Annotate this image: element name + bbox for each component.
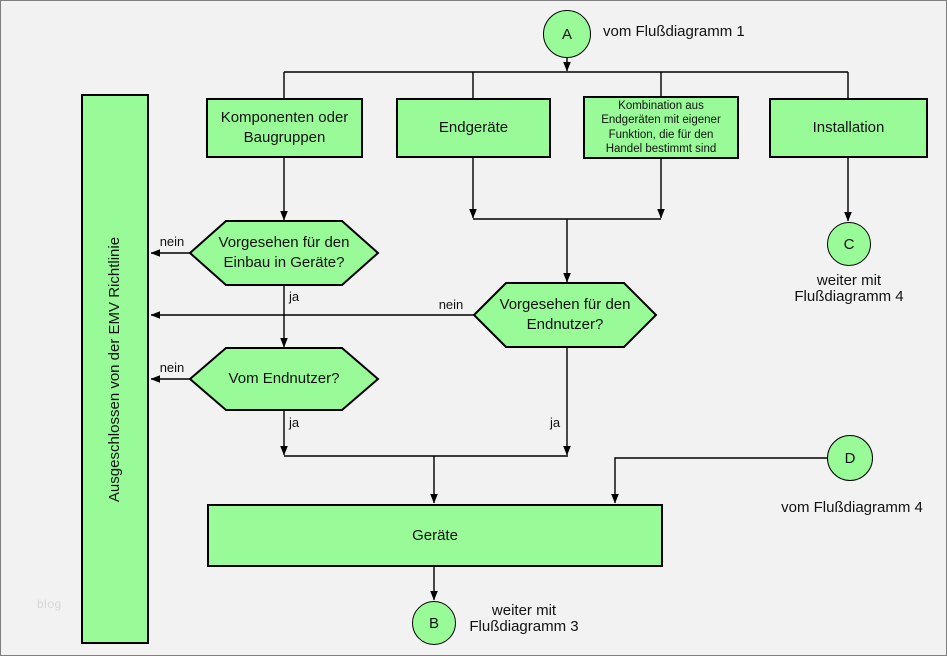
- edge-label-nein-einbau: nein: [159, 234, 185, 249]
- edge-d-to-geraete: [615, 458, 827, 503]
- edge-label-ja-vom-endnutzer: ja: [289, 415, 300, 430]
- excluded-bar: [81, 94, 149, 644]
- edge-label-ja-einbau: ja: [289, 289, 300, 304]
- edge-label-nein-vom-endnutzer: nein: [159, 360, 185, 375]
- node-endgeraete: [396, 98, 551, 158]
- node-komponenten: [206, 98, 363, 158]
- decision-endnutzer-label: Vorgesehen für den Endnutzer?: [499, 296, 631, 333]
- note-from-flussdiagramm-1: vom Flußdiagramm 1: [603, 23, 745, 40]
- connector-a-label: A: [561, 25, 572, 43]
- node-komponenten-label: Komponenten oder Baugruppen: [220, 109, 349, 146]
- decision-einbau-shape: [190, 221, 378, 285]
- excluded-bar-label: Ausgeschlossen von der EMV Richtlinie: [106, 236, 124, 502]
- watermark: blog: [37, 597, 62, 611]
- connector-c-label: C: [843, 235, 855, 253]
- node-installation-label: Installation: [812, 119, 885, 136]
- note-from-flussdiagramm-4: vom Flußdiagramm 4: [781, 499, 923, 516]
- connector-d: [827, 435, 873, 481]
- decision-einbau-label: Vorgesehen für den Einbau in Geräte?: [218, 234, 350, 271]
- node-kombination: [583, 96, 739, 159]
- node-kombination-label: Kombination aus Endgeräten mit eigener Funktion, die für den Handel bestimmt sind: [601, 99, 721, 155]
- note-c-line1: weiter mit: [816, 272, 882, 289]
- node-endgeraete-label: Endgeräte: [438, 119, 509, 136]
- edge-label-ja-endnutzer: ja: [550, 415, 561, 430]
- connector-d-label: D: [844, 449, 856, 467]
- note-c-line2: Flußdiagramm 4: [794, 287, 904, 305]
- connector-b: [412, 601, 456, 645]
- connector-b-label: B: [428, 614, 439, 632]
- note-b-line1: weiter mit: [491, 602, 557, 619]
- connector-a: [543, 10, 591, 58]
- decision-endnutzer-shape: [474, 283, 656, 347]
- note-weiter-flussdiagramm-3: [462, 603, 586, 634]
- decision-vom-endnutzer-label: Vom Endnutzer?: [228, 370, 340, 387]
- connector-c: [827, 222, 871, 266]
- node-installation: [769, 98, 928, 158]
- edge-label-nein-endnutzer: nein: [438, 297, 464, 312]
- decision-vom-endnutzer-shape: [190, 348, 378, 410]
- note-weiter-flussdiagramm-4: [779, 273, 919, 304]
- node-geraete: [207, 504, 663, 567]
- node-geraete-label: Geräte: [412, 526, 458, 544]
- note-b-line2: Flußdiagramm 3: [469, 617, 579, 635]
